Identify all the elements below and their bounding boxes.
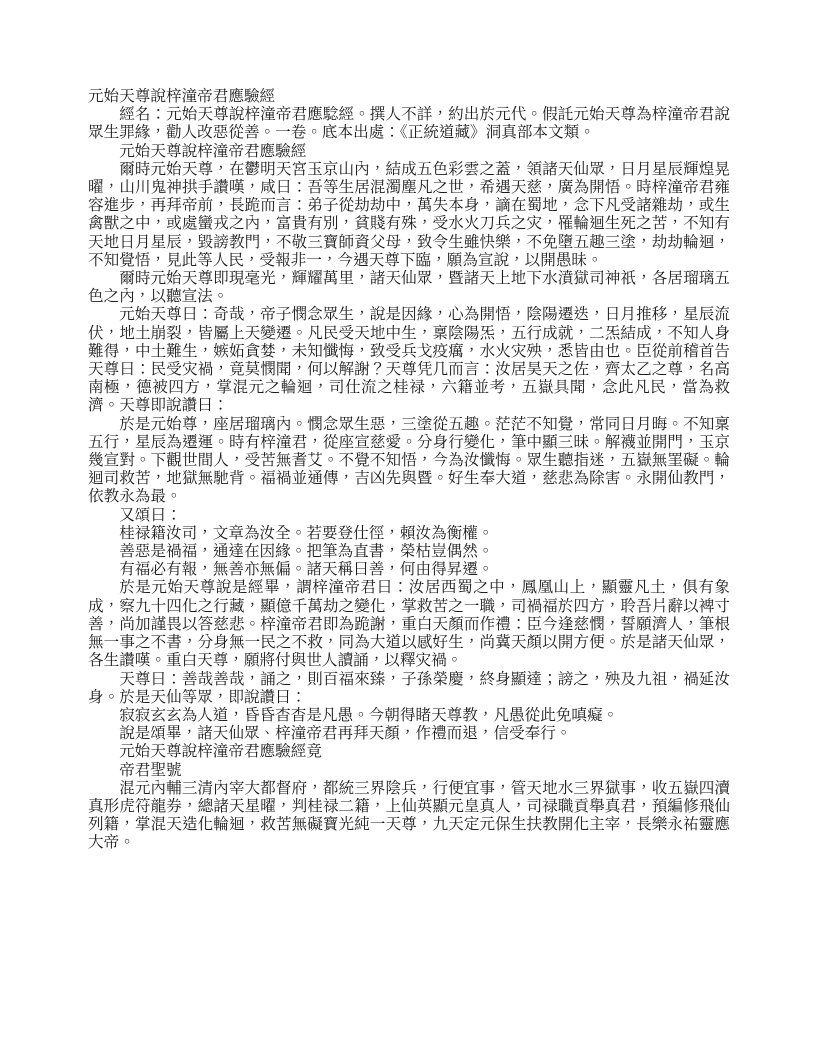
paragraph: 元始天尊說梓潼帝君應驗經竟: [119, 743, 322, 761]
paragraph: 爾時元始天尊，在鬱明天宮玉京山內，結成五色彩雲之蓋，領諸天仙眾，日月星辰輝煌晃曜，山川鬼神拱手讚嘆，咸曰：吾等生居混濁塵凡之世，希遇天慈，廣為開悟。時梓潼帝君雍容進步，再拜帝前，長跪而言：弟子從劫劫中，萬失本身，謫在蜀地，念下凡受諸雜劫，或生禽獸之中，或處蠻戎之內，富貴有別，貧賤有殊，受水火刀兵之灾，罹輪迴生死之苦，不知有天地日月星辰，毀謗教門，不敬三寶師資父母，致令生雖快樂，不免墮五趣三塗，劫劫輪迴，不知覺悟，見此等人民，受報非一，今遇天尊下臨，願為宣說，以開愚昧。: [88, 160, 730, 269]
paragraph: 混元內輔三清內宰大都督府，都統三界陰兵，行便宜事，管天地水三界獄事，收五嶽四瀆真形虎符龍券，總諸天星曜，判桂禄二籍，上仙英顯元皇真人，司禄職貢舉真君，預編修飛仙列籍，掌混天造化輪迴，救苦無礙寶光純一天尊，九天定元保生扶教開化主宰，長樂永祐靈應大帝。: [88, 779, 730, 852]
paragraph: 帝君聖號: [119, 761, 182, 779]
paragraph: 爾時元始天尊即現毫光，輝耀萬里，諸天仙眾，暨諸天上地下水濆獄司神祇，各居瑠璃五色之內，以聽宣法。: [88, 270, 730, 306]
paragraph: 又頌曰：: [119, 506, 182, 524]
paragraph: 天尊曰：善哉善哉，誦之，則百福來臻，子孫榮慶，終身顯達；謗之，殃及九祖，禍延汝身。於是天仙等眾，即說讚曰：: [88, 670, 730, 706]
document-body: [88, 88, 730, 853]
paragraph: 有福必有報，無善亦無偏。諸天稱曰善，何由得昇遷。: [119, 561, 494, 579]
document-title: 元始天尊說梓潼帝君應驗經: [88, 88, 276, 105]
paragraph: 說是頌畢，諸天仙眾、梓潼帝君再拜天顏，作禮而退，信受奉行。: [119, 725, 572, 743]
paragraph: 元始天尊曰：奇哉，帝子憫念眾生，說是因緣，心為開悟，陰陽遷迭，日月推移，星辰流伏，地土崩裂，皆屬上天變遷。凡民受天地中生，稟陰陽炁，五行成就，二炁結成，不知人身難得，中土難生，嫉妬貪婪，未知懺悔，致受兵戈疫癘，水火灾殃，悉皆由也。臣從前稽首告天尊曰：民受灾禍，竟莫憫聞，何以解謝？天尊凭几而言：汝居昊天之佐，齊太乙之尊，名高南極，德被四方，掌混元之輪迴，司仕流之桂禄，六籍並考，五嶽具聞，念此凡民，當為救濟。天尊即說讚曰：: [88, 306, 730, 415]
paragraph: 於是元始天尊說是經畢，謂梓潼帝君曰：汝居西蜀之中，鳳凰山上，顯靈凡土，俱有象成，察九十四化之行藏，顯億千萬劫之變化，掌救苦之一職，司禍福於四方，聆吾片辭以裨寸善，尚加謹畏以答慈悲。梓潼帝君即為跪謝，重白天顏而作禮：臣今逢慈憫，誓願濟人，筆根無一事之不書，分身無一民之不救，同為大道以感好生，尚冀天顏以開方便。於是諸天仙眾，各生讚嘆。重白天尊，願將付與世人讀誦，以釋灾禍。: [88, 579, 730, 670]
paragraph: 元始天尊說梓潼帝君應驗經: [119, 142, 307, 160]
paragraph: 於是元始尊，座居瑠璃內。憫念眾生惡，三塗從五趣。茫茫不知覺，常同日月晦。不知稟五行，星辰為遷運。時有梓潼君，從座宣慈愛。分身行變化，筆中顯三昧。解襪並開門，玉京幾宣對。下觀世間人，受苦無耆艾。不覺不知悟，今為汝懺悔。眾生聽指迷，五嶽無罣礙。輪迴司救苦，地獄無馳背。福禍並通傳，吉凶先與暨。好生奉大道，慈悲為除害。永開仙教門，依教永為最。: [88, 415, 730, 506]
paragraph: 桂禄籍汝司，文章為汝全。若要登仕徑，賴汝為衡權。: [119, 524, 494, 542]
paragraph: 善惡是禍福，通達在因緣。把筆為直書，榮枯豈偶然。: [119, 543, 494, 561]
paragraph: 經名：元始天尊說梓潼帝君應騐經。撰人不詳，約出於元代。假託元始天尊為梓潼帝君說眾生罪緣，勸人改惡從善。一卷。底本出處：《正統道藏》洞真部本文類。: [88, 106, 730, 142]
paragraph: 寂寂玄玄為人道，昏昏杳杳是凡愚。今朝得睹天尊教，凡愚從此免嗔癡。: [119, 706, 619, 724]
